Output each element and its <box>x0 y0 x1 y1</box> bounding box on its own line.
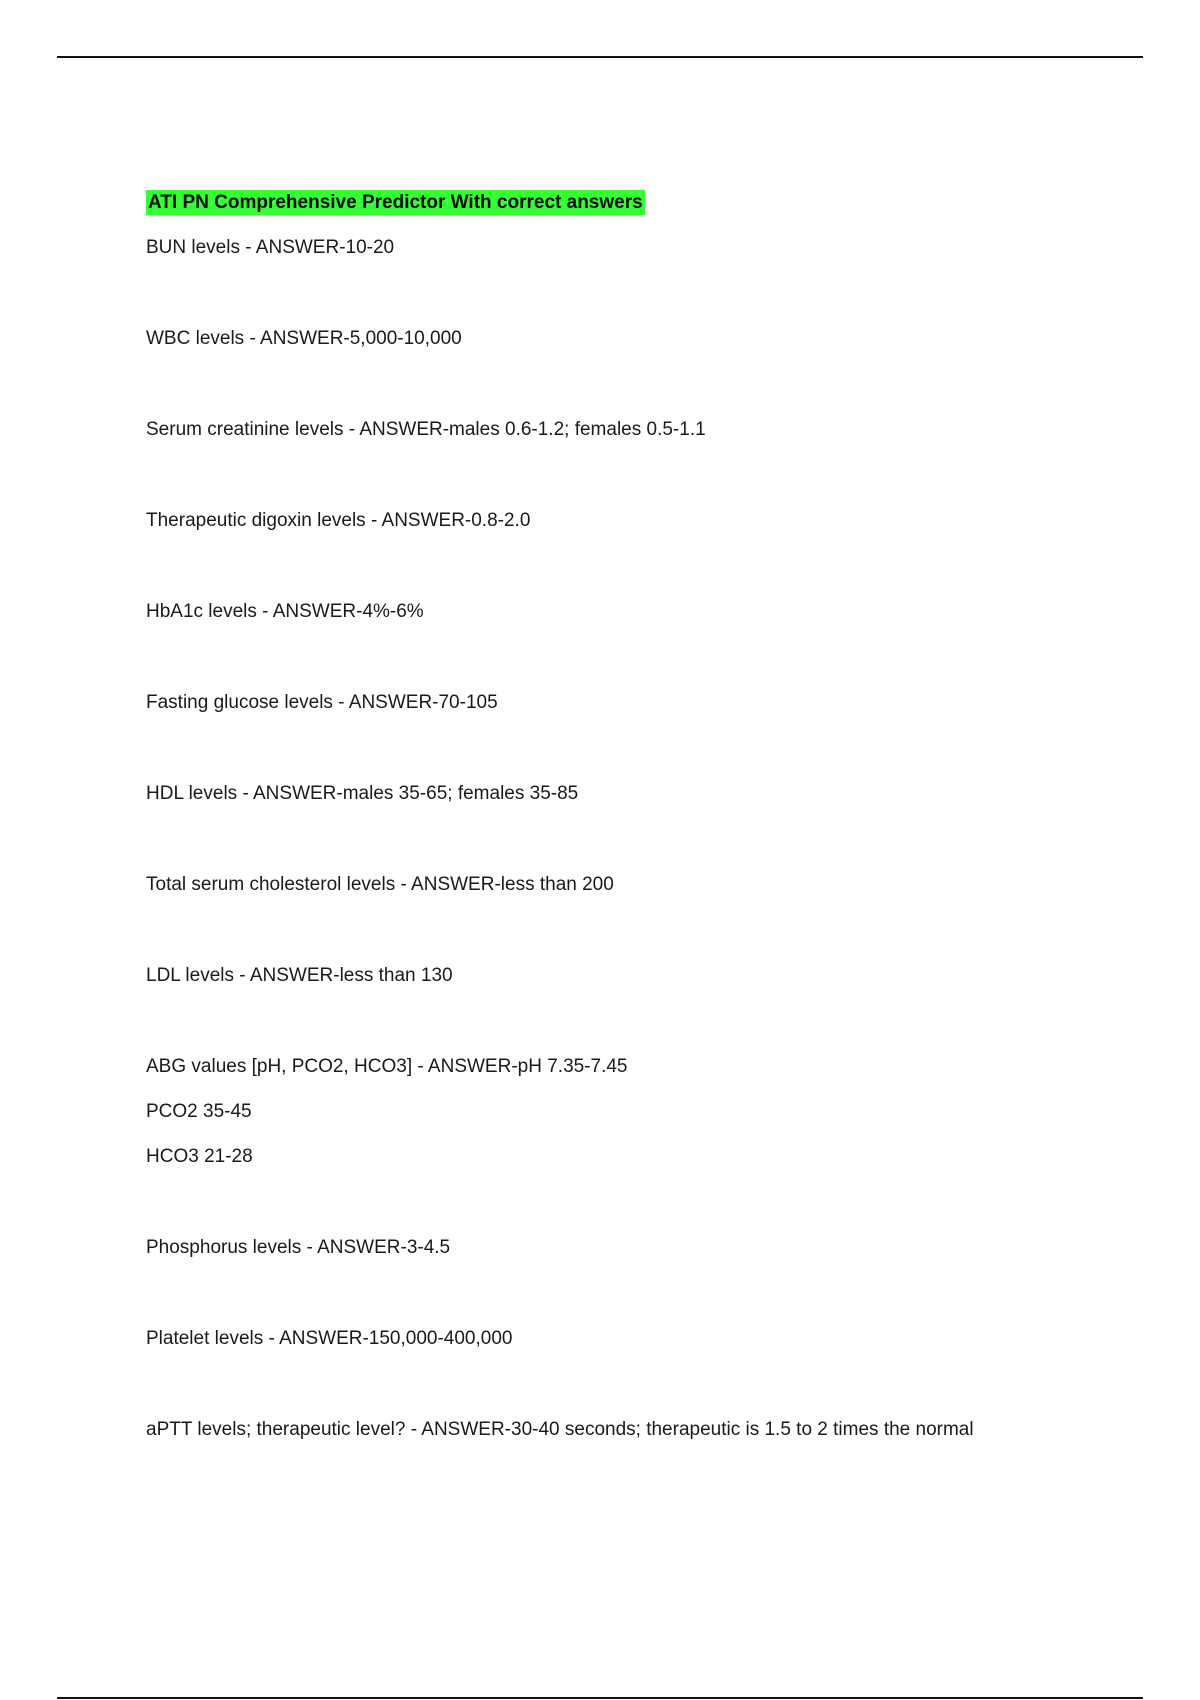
qa-item <box>146 690 1126 715</box>
footer-rule <box>57 1697 1143 1699</box>
header-rule <box>57 56 1143 58</box>
qa-item <box>146 781 1126 806</box>
qa-question-answer: BUN levels - ANSWER-10-20 <box>146 237 395 258</box>
document-body <box>146 190 1126 1442</box>
qa-item <box>146 1417 1126 1442</box>
qa-question-answer: Platelet levels - ANSWER-150,000-400,000 <box>146 1328 513 1349</box>
qa-question-answer: aPTT levels; therapeutic level? - ANSWER-30-40 seconds; therapeutic is 1.5 to 2 times the normal <box>146 1419 974 1440</box>
qa-answer-continuation: HCO3 21-28 <box>146 1146 253 1167</box>
qa-question-answer: WBC levels - ANSWER-5,000-10,000 <box>146 328 462 349</box>
qa-question-answer: HDL levels - ANSWER-males 35-65; females 35-85 <box>146 783 579 804</box>
qa-item <box>146 508 1126 533</box>
qa-item <box>146 417 1126 442</box>
qa-question-answer: Phosphorus levels - ANSWER-3-4.5 <box>146 1237 451 1258</box>
qa-question-answer: HbA1c levels - ANSWER-4%-6% <box>146 601 424 622</box>
qa-item <box>146 1326 1126 1351</box>
qa-question-answer: LDL levels - ANSWER-less than 130 <box>146 965 453 986</box>
qa-item <box>146 599 1126 624</box>
qa-answer-continuation: PCO2 35-45 <box>146 1101 252 1122</box>
qa-item <box>146 963 1126 988</box>
qa-question-answer: Total serum cholesterol levels - ANSWER-less than 200 <box>146 874 614 895</box>
qa-question-answer: Serum creatinine levels - ANSWER-males 0.6-1.2; females 0.5-1.1 <box>146 419 706 440</box>
qa-item <box>146 872 1126 897</box>
qa-question-answer: ABG values [pH, PCO2, HCO3] - ANSWER-pH 7.35-7.45 <box>146 1056 628 1077</box>
qa-list <box>146 235 1126 1442</box>
document-title: ATI PN Comprehensive Predictor With correct answers <box>148 192 643 213</box>
qa-item <box>146 1054 1126 1169</box>
qa-item <box>146 1235 1126 1260</box>
qa-question-answer: Fasting glucose levels - ANSWER-70-105 <box>146 692 498 713</box>
qa-item <box>146 235 1126 260</box>
qa-question-answer: Therapeutic digoxin levels - ANSWER-0.8-2.0 <box>146 510 531 531</box>
qa-item <box>146 326 1126 351</box>
